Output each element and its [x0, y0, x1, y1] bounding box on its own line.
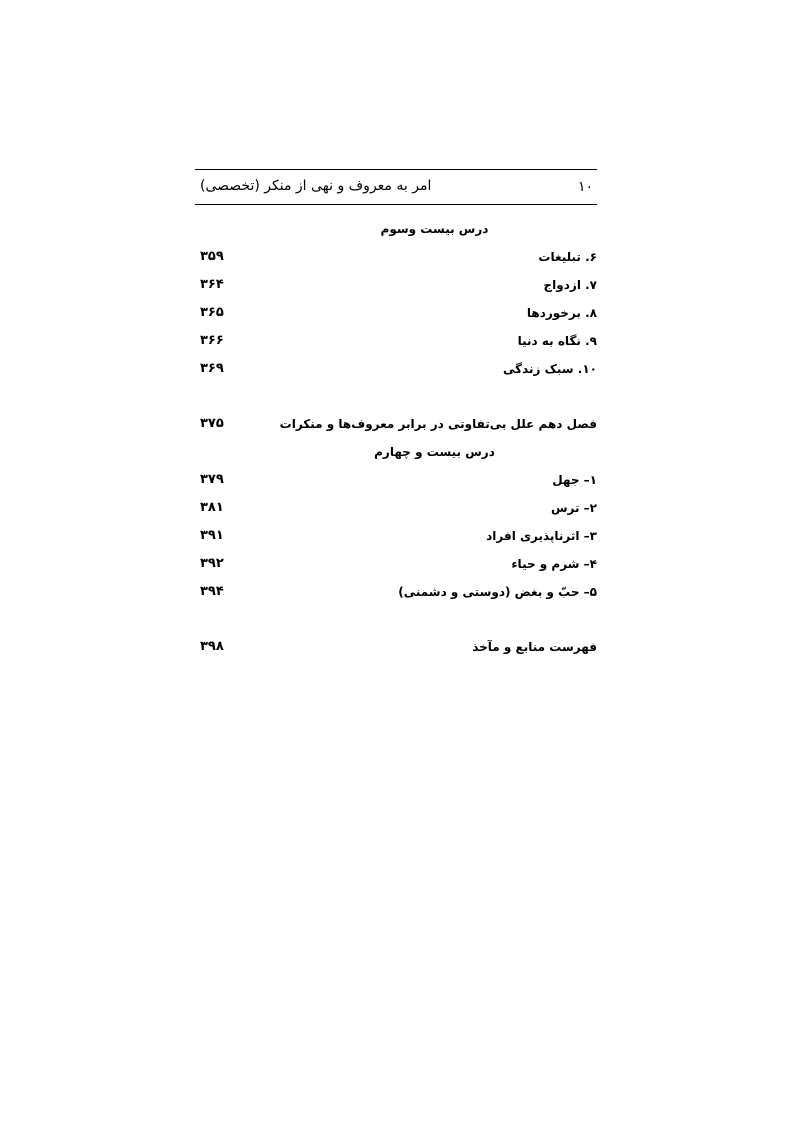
toc-entry-page: ۳۶۹ — [200, 361, 224, 376]
toc-entry-page: ۳۵۹ — [200, 249, 224, 264]
running-header — [195, 169, 597, 205]
chapter-page: ۳۷۵ — [200, 416, 224, 431]
toc-entry-label: ۷. ازدواج — [543, 278, 597, 292]
toc-entry — [198, 327, 597, 355]
toc-entry-page: ۳۸۱ — [200, 500, 224, 515]
lesson-heading-24: درس بیست و چهارم — [374, 445, 495, 459]
toc-entry-label: ۱۰. سبک زندگی — [502, 362, 597, 376]
toc-entry-label: ۲– ترس — [550, 501, 597, 515]
sources-entry — [198, 633, 597, 661]
section-spacer — [198, 606, 597, 633]
toc-entry-page: ۳۹۱ — [200, 528, 224, 543]
page-number: ۱۰ — [577, 179, 593, 195]
toc-entry — [198, 466, 597, 494]
section-spacer — [198, 383, 597, 410]
toc-entry-page: ۳۷۹ — [200, 472, 224, 487]
toc-entry — [198, 355, 597, 383]
toc-entry-page: ۳۶۵ — [200, 305, 224, 320]
toc-entry-page: ۳۹۲ — [200, 556, 224, 571]
toc-entry — [198, 271, 597, 299]
toc-entry-label: ۹. نگاه به دنیا — [517, 334, 597, 348]
toc-entry-page: ۳۶۶ — [200, 333, 224, 348]
toc-entry-label: ۴– شرم و حیاء — [511, 557, 597, 571]
toc-entry — [198, 243, 597, 271]
toc-entry — [198, 494, 597, 522]
sources-page: ۳۹۸ — [200, 639, 224, 654]
toc-entry — [198, 550, 597, 578]
toc-entry-label: ۸. برخوردها — [526, 306, 597, 320]
toc-entry — [198, 299, 597, 327]
toc-entry-page: ۳۶۴ — [200, 277, 224, 292]
toc-entry-label: ۵– حبّ و بغض (دوستی و دشمنی) — [398, 585, 597, 599]
lesson-heading-23: درس بیست وسوم — [380, 222, 489, 236]
toc-entry — [198, 578, 597, 606]
chapter-label: فصل دهم علل بی‌تفاوتی در برابر معروف‌ها و منکرات — [279, 417, 597, 431]
table-of-contents — [198, 215, 597, 661]
toc-entry-label: ۶. تبلیغات — [538, 250, 597, 264]
toc-entry-label: ۳– اثرناپذیری افراد — [486, 529, 597, 543]
toc-entry — [198, 522, 597, 550]
toc-entry-label: ۱– جهل — [552, 473, 597, 487]
chapter-entry — [198, 410, 597, 438]
book-title: امر به معروف و نهی از منکر (تخصصی) — [200, 178, 432, 194]
toc-entry-page: ۳۹۴ — [200, 584, 224, 599]
sources-label: فهرست منابع و مآخذ — [472, 640, 597, 654]
